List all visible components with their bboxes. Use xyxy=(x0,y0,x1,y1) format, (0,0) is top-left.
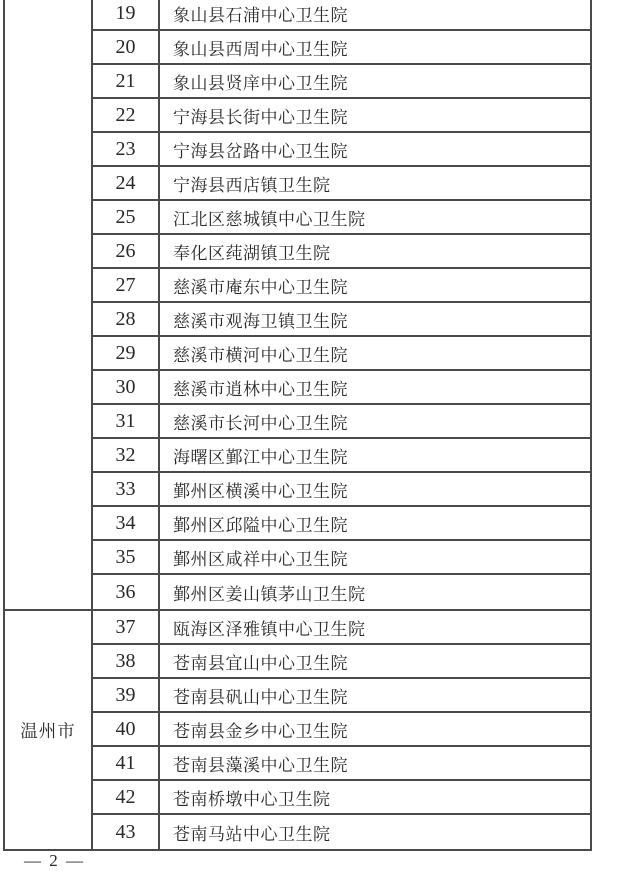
row-number-cell: 23 xyxy=(93,133,160,165)
facility-name-cell: 宁海县长街中心卫生院 xyxy=(173,107,348,127)
row-number-cell: 41 xyxy=(93,747,160,779)
row-number-cell: 28 xyxy=(93,303,160,335)
table-row xyxy=(93,575,590,609)
row-number-cell: 43 xyxy=(93,815,160,849)
row-number-cell: 21 xyxy=(93,65,160,97)
table-row xyxy=(93,679,590,713)
city-section xyxy=(5,609,590,849)
row-number-cell: 38 xyxy=(93,645,160,677)
section-rows xyxy=(93,0,590,609)
facility-name-cell: 苍南马站中心卫生院 xyxy=(173,824,331,844)
facility-name-cell: 苍南县藻溪中心卫生院 xyxy=(173,755,348,775)
row-number-cell: 24 xyxy=(93,167,160,199)
page-number: — 2 — xyxy=(24,851,85,870)
table-row xyxy=(93,133,590,167)
table-row xyxy=(93,541,590,575)
facility-name-cell: 慈溪市长河中心卫生院 xyxy=(173,413,348,433)
facility-name-cell: 苍南桥墩中心卫生院 xyxy=(173,789,331,809)
facility-name-cell: 宁海县岔路中心卫生院 xyxy=(173,141,348,161)
table-row xyxy=(93,269,590,303)
table-row xyxy=(93,31,590,65)
facility-name-cell: 慈溪市观海卫镇卫生院 xyxy=(173,311,348,331)
table-row xyxy=(93,167,590,201)
facility-name-cell: 鄞州区邱隘中心卫生院 xyxy=(173,515,348,535)
table-row xyxy=(93,303,590,337)
facility-name-cell: 海曙区鄞江中心卫生院 xyxy=(173,447,348,467)
facility-name-cell: 鄞州区咸祥中心卫生院 xyxy=(173,549,348,569)
row-number-cell: 39 xyxy=(93,679,160,711)
row-number-cell: 19 xyxy=(93,0,160,29)
row-number-cell: 22 xyxy=(93,99,160,131)
table-row xyxy=(93,747,590,781)
table-row xyxy=(93,781,590,815)
facility-name-cell: 鄞州区姜山镇茅山卫生院 xyxy=(173,584,366,604)
table-row xyxy=(93,645,590,679)
facility-name-cell: 慈溪市横河中心卫生院 xyxy=(173,345,348,365)
facility-name-cell: 象山县西周中心卫生院 xyxy=(173,39,348,59)
row-number-cell: 34 xyxy=(93,507,160,539)
facility-name-cell: 瓯海区泽雅镇中心卫生院 xyxy=(173,619,366,639)
table-row xyxy=(93,235,590,269)
table-row xyxy=(93,815,590,849)
table-row xyxy=(93,0,590,31)
table-row xyxy=(93,405,590,439)
section-rows xyxy=(93,611,590,849)
table-row xyxy=(93,611,590,645)
table-row xyxy=(93,201,590,235)
facility-name-cell: 鄞州区横溪中心卫生院 xyxy=(173,481,348,501)
row-number-cell: 27 xyxy=(93,269,160,301)
row-number-cell: 26 xyxy=(93,235,160,267)
city-section xyxy=(5,0,590,609)
row-number-cell: 20 xyxy=(93,31,160,63)
facility-name-cell: 江北区慈城镇中心卫生院 xyxy=(173,209,366,229)
table-row xyxy=(93,713,590,747)
table-row xyxy=(93,439,590,473)
facility-name-cell: 慈溪市庵东中心卫生院 xyxy=(173,277,348,297)
facility-name-cell: 慈溪市逍林中心卫生院 xyxy=(173,379,348,399)
facility-name-cell: 苍南县矾山中心卫生院 xyxy=(173,687,348,707)
facility-name-cell: 苍南县宜山中心卫生院 xyxy=(173,653,348,673)
table-row xyxy=(93,337,590,371)
facility-name-cell: 宁海县西店镇卫生院 xyxy=(173,175,331,195)
row-number-cell: 30 xyxy=(93,371,160,403)
table-row xyxy=(93,473,590,507)
row-number-cell: 25 xyxy=(93,201,160,233)
table-row xyxy=(93,99,590,133)
row-number-cell: 37 xyxy=(93,611,160,643)
facility-name-cell: 象山县贤庠中心卫生院 xyxy=(173,73,348,93)
city-label-cell xyxy=(5,0,93,609)
table-row xyxy=(93,65,590,99)
health-center-table xyxy=(3,0,592,851)
row-number-cell: 33 xyxy=(93,473,160,505)
facility-name-cell: 奉化区莼湖镇卫生院 xyxy=(173,243,331,263)
city-label-cell: 温州市 xyxy=(5,611,93,849)
facility-name-cell: 象山县石浦中心卫生院 xyxy=(173,6,348,25)
table-row xyxy=(93,371,590,405)
row-number-cell: 29 xyxy=(93,337,160,369)
row-number-cell: 32 xyxy=(93,439,160,471)
row-number-cell: 42 xyxy=(93,781,160,813)
facility-name-cell: 苍南县金乡中心卫生院 xyxy=(173,721,348,741)
table-row xyxy=(93,507,590,541)
row-number-cell: 40 xyxy=(93,713,160,745)
row-number-cell: 36 xyxy=(93,575,160,609)
row-number-cell: 35 xyxy=(93,541,160,573)
row-number-cell: 31 xyxy=(93,405,160,437)
